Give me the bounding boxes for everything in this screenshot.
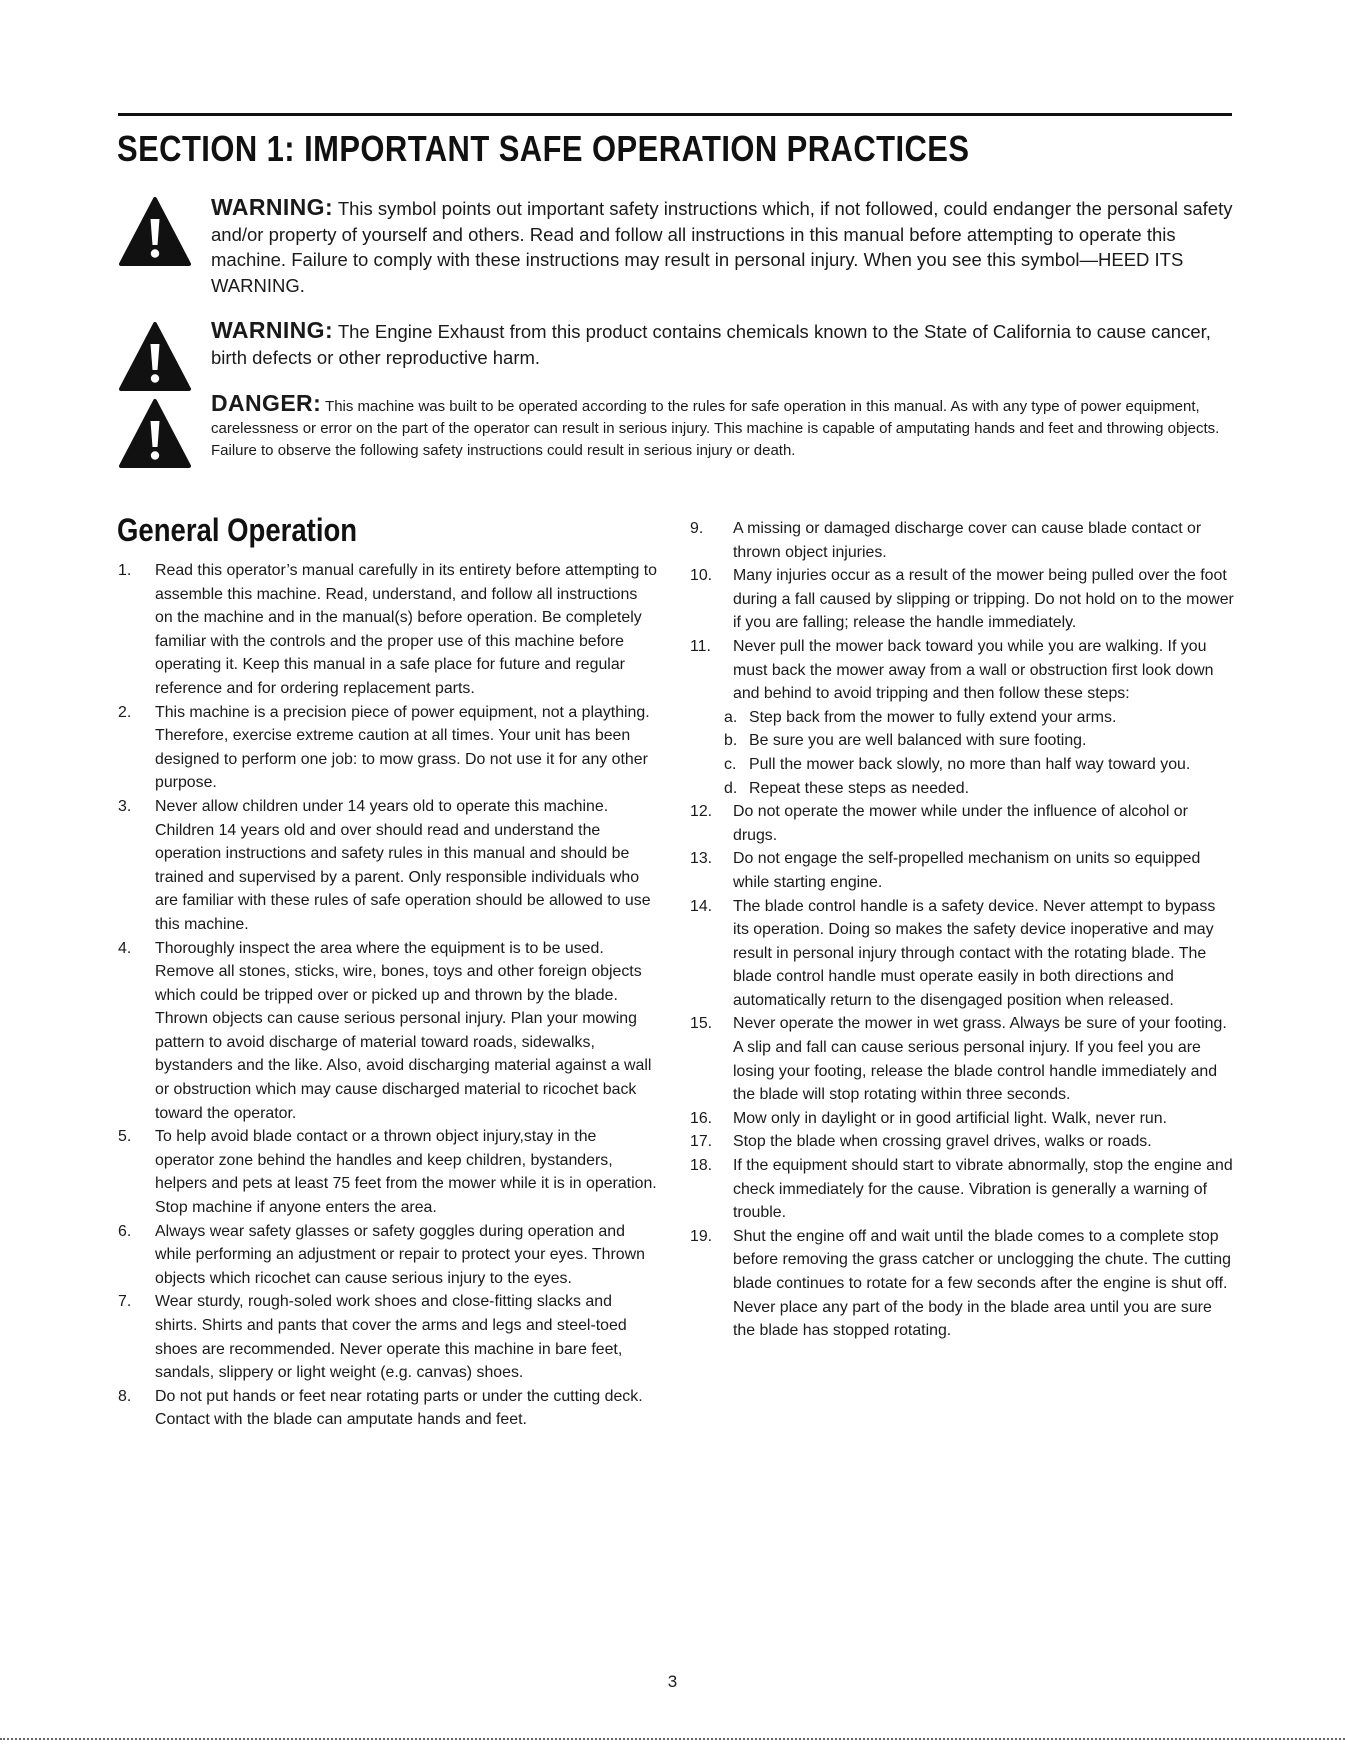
list-item [690,517,1234,564]
sub-list-item [690,753,1234,777]
item-text: Stop the blade when crossing gravel drives, walks or roads. [733,1133,1152,1151]
item-number: 11. [690,637,711,655]
item-number: 4. [118,939,132,957]
item-number: 19. [690,1227,713,1245]
item-text: Mow only in daylight or in good artificial light. Walk, never run. [733,1109,1167,1127]
sub-item-letter: a. [724,708,738,726]
list-item [118,1385,658,1432]
item-text: To help avoid blade contact or a thrown object injury,stay in the operator zone behind the handles and keep children, bystanders, helpers and pets at least 75 feet from the mower while it is in operation. Stop machine if anyone enters the area. [155,1128,657,1217]
sub-item-text: Step back from the mower to fully extend your arms. [749,708,1117,726]
notice-body: The Engine Exhaust from this product contains chemicals known to the State of California to cause cancer, birth defects or other reproductive harm. [211,321,1211,368]
item-number: 18. [690,1157,713,1175]
right-column [690,517,1234,1343]
item-text: Do not operate the mower while under the influence of alcohol or drugs. [733,803,1188,844]
item-number: 16. [690,1109,713,1127]
notice-keyword: WARNING: [211,194,334,220]
sub-list-item [690,706,1234,730]
warning-triangle-icon [118,320,192,392]
item-number: 2. [118,703,132,721]
sub-list-item [690,729,1234,753]
sub-item-letter: d. [724,779,738,797]
item-number: 17. [690,1133,713,1151]
list-item [690,1225,1234,1343]
notice-text [211,390,1234,461]
danger-notice [118,390,1234,489]
list-item [690,1154,1234,1225]
item-number: 15. [690,1015,713,1033]
sub-item-letter: c. [724,755,737,773]
item-text: If the equipment should start to vibrate abnormally, stop the engine and check immediately for the cause. Vibration is generally a warning of trouble. [733,1157,1233,1222]
list-item [118,1290,658,1384]
item-number: 13. [690,850,713,868]
section-title: SECTION 1: IMPORTANT SAFE OPERATION PRACTICES [117,128,970,169]
list-item [690,800,1234,847]
list-item [690,1012,1234,1106]
item-text: The blade control handle is a safety device. Never attempt to bypass its operation. Doing so makes the safety device inoperative and may result in personal injury through contact with the rotating blade. The blade control handle must operate easily in both directions and automatically return to the disengaged position when released. [733,897,1216,1009]
item-number: 9. [690,520,704,537]
item-number: 12. [690,803,713,821]
item-text: Never pull the mower back toward you while you are walking. If you must back the mower away from a wall or obstruction first look down and behind to avoid tripping and then follow these steps: [733,637,1214,703]
notice-keyword: WARNING: [211,317,334,343]
item-number: 6. [118,1222,132,1240]
item-text: Read this operator’s manual carefully in its entirety before attempting to assemble this machine. Read, understand, and follow all instructions on the machine and in the manual(s) before operation. Be completely familiar with the controls and the proper use of this machine before operating it. Keep this manual in a safe place for future and regular reference and for ordering replacement parts. [155,562,657,697]
notice-body: This machine was built to be operated according to the rules for safe operation in this manual. As with any type of power equipment, carelessness or error on the part of the operator can result in serious injury. This machine is capable of amputating hands and feet and throwing objects. Failure to observe the following safety instructions could result in serious injury or death. [211,398,1220,459]
item-text: Never allow children under 14 years old to operate this machine. Children 14 years old and over should read and understand the operation instructions and safety rules in this manual and should be trained and supervised by a parent. Only responsible individuals who are familiar with these rules of safe operation should be allowed to use this machine. [155,797,651,933]
item-text: Do not put hands or feet near rotating parts or under the cutting deck. Contact with the blade can amputate hands and feet. [155,1387,643,1429]
page-number: 3 [667,1672,678,1691]
general-operation-heading: General Operation [117,512,358,548]
bottom-edge [0,1738,1345,1742]
item-text: Never operate the mower in wet grass. Always be sure of your footing. A slip and fall can cause serious personal injury. If you feel you are losing your footing, release the blade control handle immediately and the blade will stop rotating within three seconds. [733,1015,1227,1104]
item-text: Always wear safety glasses or safety goggles during operation and while performing an adjustment or repair to protect your eyes. Thrown objects which ricochet can cause serious injury to the eyes. [155,1222,645,1287]
item-number: 14. [690,897,713,915]
item-number: 5. [118,1128,132,1146]
item-number: 8. [118,1387,132,1405]
sub-list-item [690,777,1234,801]
item-number: 10. [690,567,713,585]
notice-keyword: DANGER: [211,390,322,416]
left-column [118,559,658,1432]
item-number: 1. [118,562,132,579]
list-item [118,1220,658,1291]
list-item [690,895,1234,1013]
warning-notice-exhaust [118,318,1234,373]
warning-notice-symbol [118,195,1234,300]
list-item [690,1107,1234,1131]
item-number: 7. [118,1293,132,1311]
sub-item-letter: b. [724,732,738,750]
item-number: 3. [118,797,132,815]
list-item [118,701,658,795]
list-item [690,635,1234,706]
item-text: A missing or damaged discharge cover can cause blade contact or thrown object injuries. [733,520,1202,561]
list-item [118,559,658,701]
item-text: Do not engage the self-propelled mechanism on units so equipped while starting engine. [733,850,1201,891]
warning-triangle-icon [118,397,192,469]
notice-text [211,318,1234,370]
list-item [118,937,658,1126]
warning-triangle-icon [118,195,192,267]
list-item [690,564,1234,635]
list-item [118,795,658,937]
item-text: Thoroughly inspect the area where the equipment is to be used. Remove all stones, sticks, wire, bones, toys and other foreign objects which could be tripped over or picked up and thrown by the blade. Thrown objects can cause serious personal injury. Plan your mowing pattern to avoid discharge of material toward roads, sidewalks, bystanders and the like. Also, avoid discharging material against a wall or obstruction which may cause discharged material to ricochet back toward the operator. [155,939,652,1122]
sub-item-text: Repeat these steps as needed. [749,779,969,797]
item-text: This machine is a precision piece of power equipment, not a plaything. Therefore, exercise extreme caution at all times. Your unit has been designed to perform one job: to mow grass. Do not use it for any other purpose. [155,703,650,792]
notice-body: This symbol points out important safety instructions which, if not followed, could endanger the personal safety and/or property of yourself and others. Read and follow all instructions in this manual before attempting to operate this machine. Failure to comply with these instructions may result in personal injury. When you see this symbol—HEED ITS WARNING. [211,198,1233,296]
item-text: Wear sturdy, rough-soled work shoes and close-fitting slacks and shirts. Shirts and pants that cover the arms and legs and steel-toed shoes are recommended. Never operate this machine in bare feet, sandals, slippery or light weight (e.g. canvas) shoes. [155,1293,627,1382]
sub-item-text: Pull the mower back slowly, no more than half way toward you. [749,755,1191,773]
notice-text [211,195,1234,298]
list-item [118,1125,658,1219]
list-item [690,847,1234,894]
list-item [690,1130,1234,1154]
item-text: Shut the engine off and wait until the blade comes to a complete stop before removing the grass catcher or unclogging the chute. The cutting blade continues to rotate for a few seconds after the engine is shut off. Never place any part of the body in the blade area until you are sure the blade has stopped rotating. [733,1227,1231,1340]
header-rule [118,113,1232,116]
sub-item-text: Be sure you are well balanced with sure footing. [749,732,1087,750]
item-text: Many injuries occur as a result of the mower being pulled over the foot during a fall caused by slipping or tripping. Do not hold on to the mower if you are falling; release the handle immediately. [733,567,1234,632]
